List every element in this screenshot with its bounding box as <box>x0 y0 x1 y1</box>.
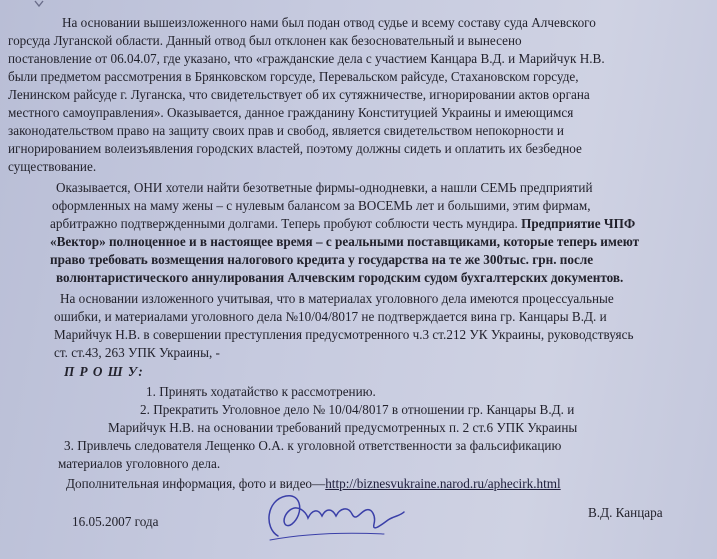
paragraph-line-10: Оказывается, ОНИ хотели найти безответные фирмы-однодневки, а нашли СЕМЬ предприятий <box>56 180 593 195</box>
paragraph-line-5: Ленинском райсуде г. Луганска, что свидетельствует об их сутяжничестве, игнорировании актов органа <box>8 87 590 102</box>
paragraph-line-3: постановление от 06.04.07, где указано, что «гражданские дела с участием Канцара В.Д. и Марийчук Н.В. <box>8 51 605 66</box>
additional-info-link[interactable]: http://biznesvukraine.narod.ru/aphecirk.html <box>325 476 561 491</box>
request-item-2: 2. Прекратить Уголовное дело № 10/04/8017 в отношении гр. Канцары В.Д. и <box>140 402 575 417</box>
paragraph-line-7: законодательством право на защиту своих прав и свобод, является свидетельством непокорности и <box>8 123 564 138</box>
signer-name: В.Д. Канцара <box>588 505 663 520</box>
paragraph-line-2: горсуда Луганской области. Данный отвод был отклонен как безосновательный и вынесено <box>8 33 522 48</box>
paragraph-line-1: На основании вышеизложенного нами был подан отвод судье и всему составу суда Алчевского <box>62 15 596 30</box>
corner-mark-icon <box>34 0 44 8</box>
paragraph-line-14: право требовать возмещения налогового кредита у государства на те же 300тыс. грн. после <box>50 252 594 267</box>
paragraph-line-12 <box>50 216 635 232</box>
request-heading: П Р О Ш У: <box>64 364 144 379</box>
paragraph-line-9: существование. <box>8 159 97 174</box>
request-item-2-continued: Марийчук Н.В. на основании требований предусмотренных п. 2 ст.6 УПК Украины <box>108 420 578 435</box>
additional-info-label: Дополнительная информация, фото и видео— <box>66 476 326 491</box>
paragraph-line-4: были предметом рассмотрения в Брянковском горсуде, Перевальском райсуде, Стахановском горсуде, <box>8 69 579 84</box>
paragraph-line-11: оформленных на маму жены – с нулевым балансом за ВОСЕМЬ лет и большими, этим фирмам, <box>52 198 591 213</box>
paragraph-line-19: ст. ст.43, 263 УПК Украины, - <box>54 345 220 360</box>
request-item-1: 1. Принять ходатайство к рассмотрению. <box>146 384 376 399</box>
paragraph-line-16: На основании изложенного учитывая, что в материалах уголовного дела имеются процессуальные <box>60 291 614 306</box>
paragraph-line-12-text: арбитражно подтвержденными долгами. Теперь пробуют соблюсти честь мундира. <box>50 216 518 231</box>
request-item-3: 3. Привлечь следователя Лещенко О.А. к уголовной ответственности за фальсификацию <box>64 438 562 453</box>
paragraph-line-15: волюнтаристического аннулирования Алчевским городским судом бухгалтерских документов. <box>56 270 624 285</box>
paragraph-line-12-bold: Предприятие ЧПФ <box>521 216 636 231</box>
handwritten-signature <box>262 488 412 548</box>
document-date: 16.05.2007 года <box>72 514 159 529</box>
paragraph-line-13: «Вектор» полноценное и в настоящее время – с реальными поставщиками, которые теперь имеют <box>50 234 640 249</box>
request-item-3-continued: материалов уголовного дела. <box>58 456 221 471</box>
paragraph-line-8: игнорированием волеизъявления городских властей, поэтому должны сидеть и оплатить их безбедное <box>8 141 582 156</box>
paragraph-line-17: ошибки, и материалами уголовного дела №10/04/8017 не подтверждается вина гр. Канцары В.Д. и <box>54 309 607 324</box>
paragraph-line-18: Марийчук Н.В. в совершении преступления предусмотренного ч.3 ст.212 УК Украины, руководствуясь <box>54 327 634 342</box>
paragraph-line-6: местного самоуправления». Оказывается, данное гражданину Конституцией Украины и имеющимся <box>8 105 574 120</box>
